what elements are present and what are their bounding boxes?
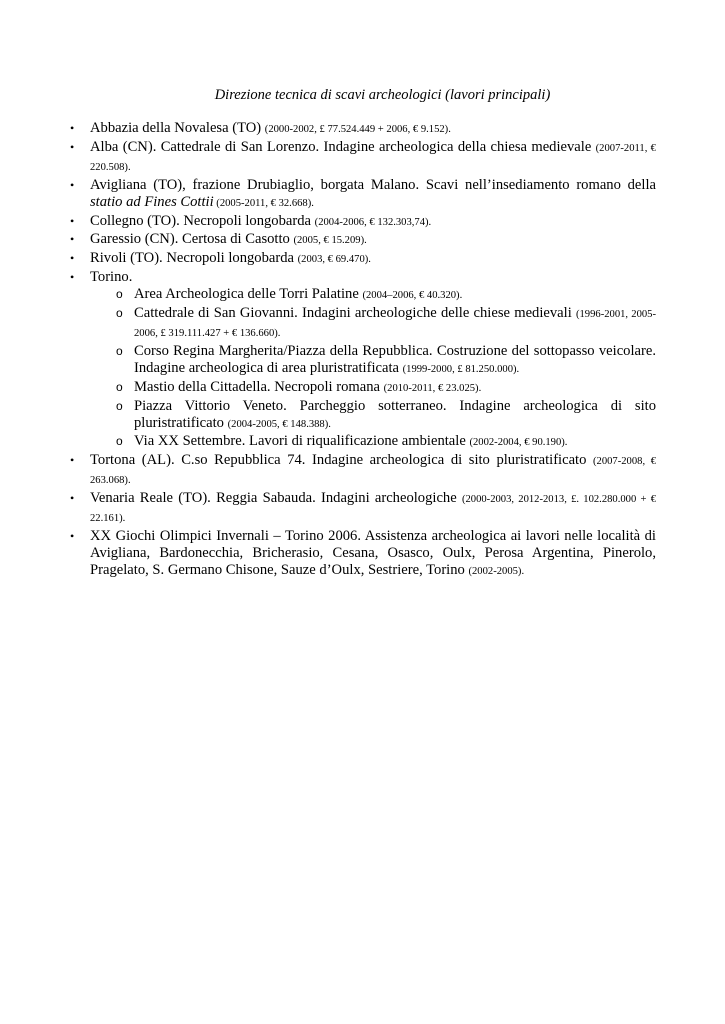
sublist-item — [116, 398, 656, 434]
torino-sublist — [116, 286, 656, 452]
circle-bullet-icon: o — [116, 306, 123, 321]
bullet-icon: • — [70, 251, 75, 266]
circle-bullet-icon: o — [116, 379, 123, 394]
list-item — [70, 250, 656, 269]
item-text: Venaria Reale (TO). Reggia Sabauda. Indagini archeologiche — [90, 490, 462, 507]
bullet-icon: • — [70, 270, 75, 285]
sub-item-details: (1999-2000, £ 81.250.000). — [402, 363, 520, 375]
item-text: Rivoli (TO). Necropoli longobarda — [90, 250, 298, 267]
item-details: (2005, € 15.209). — [293, 235, 367, 247]
sub-item-details: (2010-2011, € 23.025). — [383, 382, 482, 394]
item-details: (2003, € 69.470). — [297, 254, 371, 266]
sub-item-details: (2004–2006, € 40.320). — [362, 290, 463, 302]
list-item — [70, 139, 656, 177]
list-item — [70, 231, 656, 250]
item-text: Alba (CN). Cattedrale di San Lorenzo. Indagine archeologica della chiesa medievale — [90, 138, 596, 155]
sub-item-text: Cattedrale di San Giovanni. Indagini archeologiche delle chiese medievali — [134, 305, 576, 322]
sub-item-text: Area Archeologica delle Torri Palatine — [134, 286, 363, 303]
item-details: (2004-2006, € 132.303,74). — [314, 216, 432, 228]
bullet-icon: • — [70, 453, 75, 468]
circle-bullet-icon: o — [116, 398, 123, 413]
list-item — [70, 452, 656, 490]
sub-item-text: Piazza Vittorio Veneto. Parcheggio sotterraneo. Indagine archeologica di sito pluristratificato — [134, 397, 656, 431]
item-text: Avigliana (TO), frazione Drubiaglio, borgata Malano. Scavi nell’insediamento romano della — [90, 176, 656, 193]
sub-item-text: Via XX Settembre. Lavori di riqualificazione ambientale — [134, 433, 470, 450]
bullet-icon: • — [70, 177, 75, 192]
item-details: (2002-2005). — [468, 565, 525, 577]
sub-item-text: Mastio della Cittadella. Necropoli romana — [134, 378, 384, 395]
sub-item-text: Corso Regina Margherita/Piazza della Repubblica. Costruzione del sottopasso veicolare. Indagine archeologica di area pluristratificata — [134, 342, 656, 376]
item-details: (2000-2003, 2012-2013, £. 102.280.000 + € 22.161). — [90, 494, 657, 525]
page-title: Direzione tecnica di scavi archeologici (lavori principali) — [214, 87, 551, 103]
item-text: Garessio (CN). Certosa di Casotto — [90, 231, 294, 248]
sublist-item — [116, 286, 656, 305]
item-italic-text: statio ad Fines Cottii — [90, 193, 214, 210]
bullet-icon: • — [70, 139, 75, 154]
sublist-item — [116, 379, 656, 398]
sublist-item — [116, 305, 656, 343]
list-item — [70, 120, 656, 139]
bullet-icon: • — [70, 121, 75, 135]
item-details: (2007-2008, € 263.068). — [90, 456, 656, 487]
circle-bullet-icon: o — [116, 343, 123, 358]
bullet-icon: • — [70, 491, 75, 506]
sublist-item — [116, 343, 656, 379]
list-item — [70, 528, 656, 581]
item-details: (2007-2011, € 220.508). — [90, 142, 656, 173]
item-text: Torino. — [90, 269, 133, 286]
item-text: Collegno (TO). Necropoli longobarda — [90, 212, 315, 229]
sub-item-details: (1996-2001, 2005-2006, £ 319.111.427 + € 136.660). — [134, 309, 656, 339]
circle-bullet-icon: o — [116, 287, 123, 302]
sublist-item — [116, 433, 656, 452]
list-item — [70, 213, 656, 232]
bullet-icon: • — [70, 528, 75, 543]
list-item — [70, 490, 656, 528]
item-text: XX Giochi Olimpici Invernali – Torino 2006. Assistenza archeologica ai lavori nelle località di Avigliana, Bardonecchia, Bricherasio, Cesana, Osasco, Oulx, Perosa Argentina, Pinerolo, Pragelato, S. Germano Chisone, Sauze d’Oulx, Sestriere, Torino — [90, 527, 656, 578]
circle-bullet-icon: o — [116, 434, 123, 449]
works-list — [70, 120, 656, 581]
item-text: Abbazia della Novalesa (TO) — [90, 120, 265, 136]
item-text: Tortona (AL). C.so Repubblica 74. Indagine archeologica di sito pluristratificato — [90, 452, 594, 469]
sub-item-details: (2004-2005, € 148.388). — [227, 418, 331, 430]
list-item — [70, 177, 656, 213]
item-details: (2005-2011, € 32.668). — [213, 197, 314, 209]
bullet-icon: • — [70, 232, 75, 247]
sub-item-details: (2002-2004, € 90.190). — [469, 437, 568, 449]
list-item-torino — [70, 269, 656, 452]
bullet-icon: • — [70, 213, 75, 228]
item-details: (2000-2002, £ 77.524.449 + 2006, € 9.152). — [264, 124, 451, 135]
